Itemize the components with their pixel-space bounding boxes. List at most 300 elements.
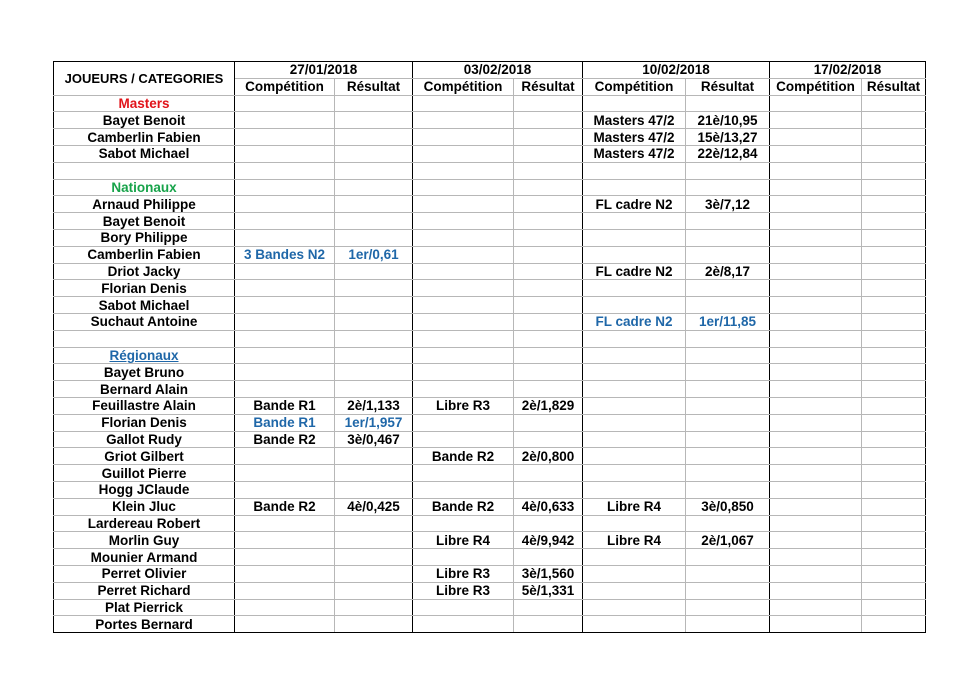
competition-cell xyxy=(413,229,514,246)
result-cell: 4è/9,942 xyxy=(514,532,583,549)
competition-cell xyxy=(413,179,514,196)
player-name: Driot Jacky xyxy=(54,263,235,280)
table-row xyxy=(54,162,926,179)
result-cell xyxy=(686,347,770,364)
competition-cell xyxy=(583,465,686,482)
result-cell xyxy=(335,213,413,230)
result-cell xyxy=(862,246,926,263)
competition-cell xyxy=(235,616,335,633)
competition-header: Compétition xyxy=(770,78,862,95)
competition-cell xyxy=(770,397,862,414)
result-cell xyxy=(335,347,413,364)
result-cell xyxy=(514,280,583,297)
competition-cell xyxy=(413,297,514,314)
result-cell xyxy=(514,515,583,532)
player-name: Perret Richard xyxy=(54,582,235,599)
competition-cell xyxy=(583,297,686,314)
competition-cell xyxy=(413,599,514,616)
result-cell xyxy=(862,196,926,213)
player-name: Morlin Guy xyxy=(54,532,235,549)
results-table xyxy=(53,61,926,633)
competition-cell xyxy=(770,549,862,566)
result-cell xyxy=(335,112,413,129)
table-row xyxy=(54,129,926,146)
result-cell xyxy=(862,549,926,566)
result-cell xyxy=(514,481,583,498)
date-header: 03/02/2018 xyxy=(413,62,583,79)
competition-cell xyxy=(413,616,514,633)
competition-cell xyxy=(235,129,335,146)
result-cell xyxy=(862,179,926,196)
result-cell xyxy=(335,313,413,330)
competition-cell xyxy=(583,565,686,582)
section-title: Masters xyxy=(54,95,235,112)
result-cell xyxy=(686,364,770,381)
result-cell xyxy=(335,145,413,162)
competition-cell xyxy=(583,347,686,364)
result-cell: 1er/0,61 xyxy=(335,246,413,263)
competition-cell xyxy=(413,549,514,566)
result-cell xyxy=(686,481,770,498)
result-header: Résultat xyxy=(335,78,413,95)
competition-header: Compétition xyxy=(235,78,335,95)
player-name: Bory Philippe xyxy=(54,229,235,246)
result-cell xyxy=(862,616,926,633)
date-header: 10/02/2018 xyxy=(583,62,770,79)
competition-cell: Libre R4 xyxy=(413,532,514,549)
competition-cell xyxy=(583,179,686,196)
table-row xyxy=(54,532,926,549)
result-cell xyxy=(335,229,413,246)
section-row xyxy=(54,347,926,364)
competition-cell xyxy=(583,448,686,465)
table-row xyxy=(54,448,926,465)
competition-cell xyxy=(583,414,686,431)
result-cell xyxy=(514,229,583,246)
competition-cell xyxy=(770,246,862,263)
result-cell xyxy=(862,347,926,364)
result-cell xyxy=(686,397,770,414)
competition-cell xyxy=(583,481,686,498)
table-row xyxy=(54,145,926,162)
competition-cell xyxy=(235,145,335,162)
competition-cell: Bande R2 xyxy=(235,431,335,448)
competition-cell xyxy=(235,95,335,112)
result-cell xyxy=(862,515,926,532)
competition-cell xyxy=(770,162,862,179)
competition-cell: FL cadre N2 xyxy=(583,196,686,213)
result-cell xyxy=(686,465,770,482)
table-row xyxy=(54,313,926,330)
competition-cell xyxy=(413,129,514,146)
table-row xyxy=(54,229,926,246)
result-cell xyxy=(862,481,926,498)
player-name: Guillot Pierre xyxy=(54,465,235,482)
result-cell xyxy=(686,616,770,633)
player-name: Hogg JClaude xyxy=(54,481,235,498)
competition-cell xyxy=(413,95,514,112)
result-cell xyxy=(514,179,583,196)
result-cell xyxy=(686,213,770,230)
result-cell xyxy=(862,414,926,431)
result-cell xyxy=(686,179,770,196)
competition-cell xyxy=(770,196,862,213)
competition-cell xyxy=(235,515,335,532)
table-row xyxy=(54,565,926,582)
competition-cell: 3 Bandes N2 xyxy=(235,246,335,263)
competition-cell xyxy=(583,246,686,263)
result-cell: 3è/1,560 xyxy=(514,565,583,582)
competition-cell xyxy=(413,347,514,364)
result-cell xyxy=(862,381,926,398)
result-cell xyxy=(514,297,583,314)
competition-cell xyxy=(770,280,862,297)
competition-cell xyxy=(235,313,335,330)
result-cell xyxy=(514,313,583,330)
table-row xyxy=(54,481,926,498)
table-row xyxy=(54,280,926,297)
player-name: Griot Gilbert xyxy=(54,448,235,465)
player-name: Lardereau Robert xyxy=(54,515,235,532)
table-row xyxy=(54,330,926,347)
player-name: Sabot Michael xyxy=(54,297,235,314)
table-row xyxy=(54,246,926,263)
player-name: Feuillastre Alain xyxy=(54,397,235,414)
result-cell xyxy=(862,162,926,179)
competition-cell xyxy=(583,582,686,599)
competition-cell xyxy=(583,213,686,230)
competition-cell xyxy=(770,347,862,364)
competition-cell xyxy=(413,313,514,330)
result-cell xyxy=(862,431,926,448)
result-cell: 3è/0,850 xyxy=(686,498,770,515)
competition-cell xyxy=(770,582,862,599)
player-name: Bernard Alain xyxy=(54,381,235,398)
competition-cell xyxy=(770,129,862,146)
player-name: Plat Pierrick xyxy=(54,599,235,616)
competition-cell xyxy=(583,431,686,448)
competition-cell xyxy=(413,162,514,179)
competition-cell xyxy=(770,481,862,498)
competition-cell xyxy=(235,263,335,280)
result-cell xyxy=(862,213,926,230)
competition-cell xyxy=(770,565,862,582)
competition-cell xyxy=(583,95,686,112)
result-cell xyxy=(335,162,413,179)
result-cell xyxy=(862,95,926,112)
competition-cell xyxy=(583,229,686,246)
section-row xyxy=(54,179,926,196)
result-cell xyxy=(335,364,413,381)
result-cell xyxy=(862,498,926,515)
result-cell xyxy=(335,565,413,582)
competition-cell xyxy=(770,414,862,431)
competition-cell xyxy=(235,179,335,196)
result-cell xyxy=(686,297,770,314)
result-cell xyxy=(862,448,926,465)
result-cell: 22è/12,84 xyxy=(686,145,770,162)
result-cell xyxy=(686,515,770,532)
competition-cell xyxy=(413,246,514,263)
competition-cell xyxy=(235,213,335,230)
result-cell xyxy=(686,431,770,448)
result-cell xyxy=(686,549,770,566)
result-cell xyxy=(862,263,926,280)
competition-cell xyxy=(413,213,514,230)
player-name: Florian Denis xyxy=(54,414,235,431)
competition-cell xyxy=(770,364,862,381)
result-cell xyxy=(686,280,770,297)
result-cell xyxy=(514,414,583,431)
competition-cell: Bande R2 xyxy=(413,448,514,465)
competition-cell xyxy=(235,565,335,582)
result-cell xyxy=(514,129,583,146)
result-cell xyxy=(335,179,413,196)
result-cell xyxy=(686,414,770,431)
result-cell xyxy=(862,112,926,129)
competition-cell xyxy=(235,465,335,482)
result-cell xyxy=(686,582,770,599)
competition-cell xyxy=(235,196,335,213)
table-row xyxy=(54,213,926,230)
result-cell: 4è/0,633 xyxy=(514,498,583,515)
result-cell xyxy=(686,229,770,246)
competition-cell xyxy=(413,414,514,431)
competition-cell: Libre R4 xyxy=(583,532,686,549)
table-row xyxy=(54,381,926,398)
competition-cell xyxy=(770,431,862,448)
result-cell xyxy=(686,330,770,347)
result-cell xyxy=(862,397,926,414)
competition-cell: FL cadre N2 xyxy=(583,263,686,280)
result-cell: 2è/1,829 xyxy=(514,397,583,414)
result-cell xyxy=(335,381,413,398)
competition-cell xyxy=(770,263,862,280)
result-cell: 2è/1,133 xyxy=(335,397,413,414)
result-cell xyxy=(514,95,583,112)
competition-cell xyxy=(770,515,862,532)
competition-cell xyxy=(235,582,335,599)
competition-cell xyxy=(583,515,686,532)
competition-cell xyxy=(770,213,862,230)
result-cell xyxy=(514,364,583,381)
player-name xyxy=(54,162,235,179)
competition-cell: Libre R4 xyxy=(583,498,686,515)
competition-cell xyxy=(770,616,862,633)
result-cell: 2è/0,800 xyxy=(514,448,583,465)
result-cell xyxy=(514,112,583,129)
table-row xyxy=(54,196,926,213)
competition-cell xyxy=(235,112,335,129)
competition-cell xyxy=(235,532,335,549)
competition-cell xyxy=(413,280,514,297)
competition-cell xyxy=(235,162,335,179)
competition-cell xyxy=(235,330,335,347)
result-cell: 1er/1,957 xyxy=(335,414,413,431)
result-cell: 15è/13,27 xyxy=(686,129,770,146)
competition-cell xyxy=(583,330,686,347)
result-cell xyxy=(335,95,413,112)
result-cell xyxy=(514,616,583,633)
result-cell: 1er/11,85 xyxy=(686,313,770,330)
competition-header: Compétition xyxy=(413,78,514,95)
competition-cell xyxy=(583,364,686,381)
table-row xyxy=(54,431,926,448)
competition-cell xyxy=(770,448,862,465)
competition-cell: Libre R3 xyxy=(413,565,514,582)
result-cell xyxy=(514,381,583,398)
result-cell: 4è/0,425 xyxy=(335,498,413,515)
result-cell xyxy=(335,129,413,146)
result-cell xyxy=(686,599,770,616)
table-row xyxy=(54,263,926,280)
competition-cell: Bande R2 xyxy=(235,498,335,515)
competition-cell xyxy=(770,297,862,314)
player-name: Bayet Benoit xyxy=(54,213,235,230)
result-cell xyxy=(686,162,770,179)
result-cell xyxy=(862,565,926,582)
table-row xyxy=(54,112,926,129)
section-title: Régionaux xyxy=(54,347,235,364)
section-title: Nationaux xyxy=(54,179,235,196)
competition-cell xyxy=(413,145,514,162)
result-cell xyxy=(514,145,583,162)
result-cell xyxy=(686,565,770,582)
result-cell xyxy=(862,129,926,146)
table-body xyxy=(54,95,926,633)
result-cell xyxy=(514,549,583,566)
competition-cell xyxy=(235,364,335,381)
competition-cell xyxy=(583,162,686,179)
corner-header: JOUEURS / CATEGORIES xyxy=(54,62,235,96)
result-cell xyxy=(335,280,413,297)
competition-cell xyxy=(235,381,335,398)
competition-cell xyxy=(235,297,335,314)
result-cell xyxy=(686,448,770,465)
competition-cell xyxy=(770,145,862,162)
competition-cell xyxy=(413,515,514,532)
competition-cell xyxy=(583,616,686,633)
result-cell xyxy=(335,297,413,314)
competition-cell xyxy=(770,112,862,129)
date-header: 17/02/2018 xyxy=(770,62,926,79)
competition-cell: Bande R1 xyxy=(235,414,335,431)
player-name: Florian Denis xyxy=(54,280,235,297)
player-name: Camberlin Fabien xyxy=(54,129,235,146)
competition-cell xyxy=(413,330,514,347)
player-name: Perret Olivier xyxy=(54,565,235,582)
result-cell: 3è/0,467 xyxy=(335,431,413,448)
result-cell xyxy=(335,549,413,566)
competition-cell xyxy=(235,481,335,498)
competition-cell: Libre R3 xyxy=(413,397,514,414)
result-cell xyxy=(335,465,413,482)
result-cell xyxy=(335,448,413,465)
competition-cell xyxy=(413,431,514,448)
result-cell: 21è/10,95 xyxy=(686,112,770,129)
result-cell xyxy=(862,145,926,162)
competition-cell: Libre R3 xyxy=(413,582,514,599)
competition-cell xyxy=(413,263,514,280)
result-cell: 5è/1,331 xyxy=(514,582,583,599)
competition-cell xyxy=(235,448,335,465)
result-cell xyxy=(862,280,926,297)
table-row xyxy=(54,364,926,381)
result-cell xyxy=(335,481,413,498)
header-row-dates xyxy=(54,62,926,79)
result-cell xyxy=(862,599,926,616)
result-cell xyxy=(514,330,583,347)
table-row xyxy=(54,414,926,431)
competition-cell xyxy=(583,280,686,297)
result-cell xyxy=(335,515,413,532)
result-cell xyxy=(335,599,413,616)
result-cell xyxy=(335,532,413,549)
result-cell xyxy=(514,263,583,280)
result-header: Résultat xyxy=(862,78,926,95)
player-name: Bayet Bruno xyxy=(54,364,235,381)
competition-cell xyxy=(583,397,686,414)
competition-cell: Bande R1 xyxy=(235,397,335,414)
player-name: Suchaut Antoine xyxy=(54,313,235,330)
table-row xyxy=(54,397,926,414)
competition-cell xyxy=(235,347,335,364)
result-cell xyxy=(335,582,413,599)
result-cell xyxy=(514,465,583,482)
table-row xyxy=(54,297,926,314)
result-cell xyxy=(862,364,926,381)
result-cell xyxy=(862,582,926,599)
table-row xyxy=(54,616,926,633)
result-cell: 2è/1,067 xyxy=(686,532,770,549)
player-name: Camberlin Fabien xyxy=(54,246,235,263)
competition-cell xyxy=(413,465,514,482)
section-row xyxy=(54,95,926,112)
competition-cell: Masters 47/2 xyxy=(583,129,686,146)
competition-cell xyxy=(770,229,862,246)
competition-cell xyxy=(583,599,686,616)
competition-cell xyxy=(413,364,514,381)
table-row xyxy=(54,498,926,515)
competition-cell xyxy=(413,196,514,213)
result-cell xyxy=(862,330,926,347)
table-row xyxy=(54,582,926,599)
result-cell xyxy=(862,465,926,482)
result-cell: 2è/8,17 xyxy=(686,263,770,280)
player-name xyxy=(54,330,235,347)
table-row xyxy=(54,599,926,616)
competition-cell xyxy=(770,532,862,549)
competition-cell xyxy=(770,95,862,112)
player-name: Klein Jluc xyxy=(54,498,235,515)
result-cell xyxy=(862,229,926,246)
result-cell xyxy=(686,95,770,112)
competition-cell: Masters 47/2 xyxy=(583,145,686,162)
competition-cell xyxy=(770,498,862,515)
result-cell xyxy=(514,196,583,213)
competition-cell xyxy=(770,179,862,196)
player-name: Gallot Rudy xyxy=(54,431,235,448)
competition-cell xyxy=(235,549,335,566)
result-header: Résultat xyxy=(514,78,583,95)
competition-cell xyxy=(770,599,862,616)
result-cell xyxy=(862,313,926,330)
player-name: Sabot Michael xyxy=(54,145,235,162)
competition-cell xyxy=(235,280,335,297)
result-cell xyxy=(335,330,413,347)
competition-cell xyxy=(235,599,335,616)
competition-cell xyxy=(770,381,862,398)
